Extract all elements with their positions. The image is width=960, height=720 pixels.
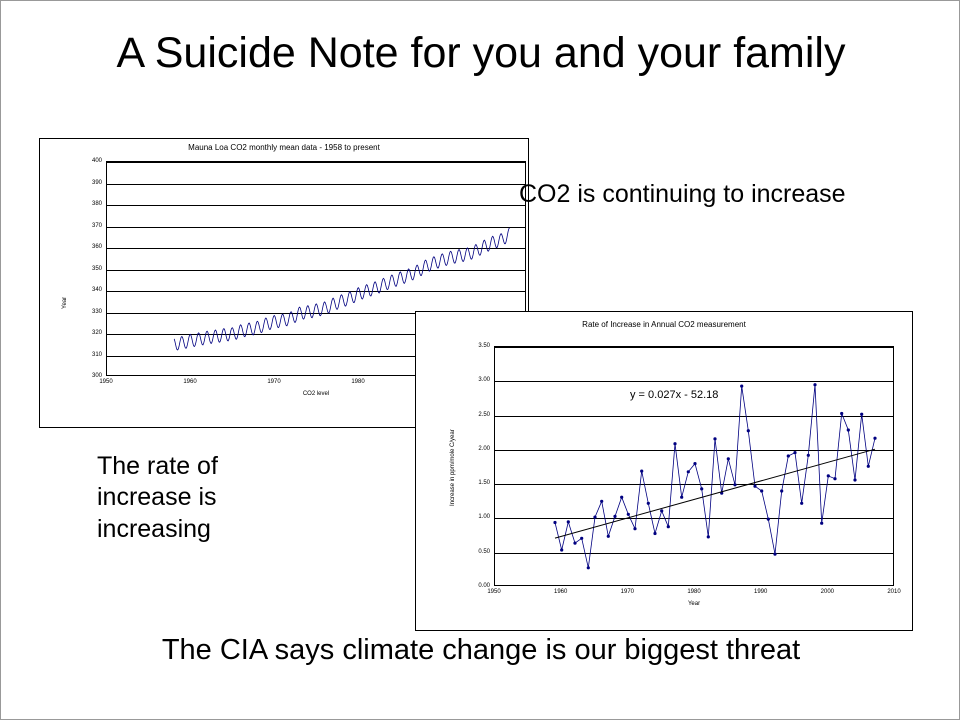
data-point xyxy=(847,428,850,431)
data-point xyxy=(800,502,803,505)
page-title: A Suicide Note for you and your family xyxy=(116,29,846,77)
series-layer xyxy=(495,347,895,587)
bottom-statement: The CIA says climate change is our biggest threat xyxy=(161,634,801,666)
data-point xyxy=(740,385,743,388)
y-axis-label: Increase in ppm/mole C/year xyxy=(450,429,456,506)
data-point xyxy=(573,542,576,545)
data-point xyxy=(660,509,663,512)
y-axis-tick-label: 380 xyxy=(91,201,102,207)
y-axis-label: Year xyxy=(62,296,68,309)
x-axis-tick-label: 1960 xyxy=(553,589,568,595)
data-point xyxy=(867,465,870,468)
data-point xyxy=(693,462,696,465)
chart-rate-of-increase xyxy=(415,311,913,631)
data-point xyxy=(667,525,670,528)
x-axis-tick-label: 1950 xyxy=(487,589,501,595)
y-axis-tick-label: 330 xyxy=(91,308,102,315)
data-point xyxy=(840,412,843,415)
data-point xyxy=(773,553,776,556)
data-point xyxy=(613,515,616,518)
data-point xyxy=(747,429,750,432)
callout-co2-increasing: CO2 is continuing to increase xyxy=(519,180,846,208)
x-axis-tick-label: 1970 xyxy=(620,589,635,595)
y-axis-tick-label: 0.00 xyxy=(478,583,490,589)
data-point xyxy=(653,532,656,535)
chart-title: Rate of Increase in Annual CO2 measurement xyxy=(582,320,746,329)
plot-area xyxy=(494,346,894,586)
data-point xyxy=(753,485,756,488)
data-point xyxy=(813,383,816,386)
data-point xyxy=(820,522,823,525)
data-point xyxy=(833,477,836,480)
data-point xyxy=(787,454,790,457)
data-point xyxy=(700,487,703,490)
data-point xyxy=(713,437,716,440)
data-point xyxy=(647,502,650,505)
data-point xyxy=(780,489,783,492)
data-point xyxy=(760,489,763,492)
chart-title: Mauna Loa CO2 monthly mean data - 1958 to present xyxy=(188,143,380,152)
y-axis-tick-label: 370 xyxy=(91,222,102,229)
y-axis-tick-label: 1.00 xyxy=(478,514,490,521)
y-axis-tick-label: 0.50 xyxy=(478,548,490,555)
y-axis-tick-label: 400 xyxy=(91,158,102,164)
data-point xyxy=(793,451,796,454)
y-axis-tick-label: 1.50 xyxy=(478,480,490,487)
data-point xyxy=(633,527,636,530)
data-point xyxy=(567,520,570,523)
data-point xyxy=(640,470,643,473)
callout-rate-increasing: The rate of increase is increasing xyxy=(97,452,218,543)
data-point xyxy=(627,513,630,516)
data-point xyxy=(560,548,563,551)
y-axis-tick-label: 2.00 xyxy=(478,445,490,452)
data-point xyxy=(733,483,736,486)
data-point xyxy=(580,537,583,540)
y-axis-tick-label: 320 xyxy=(91,330,102,336)
data-point xyxy=(680,496,683,499)
x-axis-tick-label: 1950 xyxy=(99,379,113,385)
trendline-equation-label: y = 0.027x - 52.18 xyxy=(630,389,719,402)
x-axis-tick-label: 1970 xyxy=(267,379,281,385)
x-axis-tick-label: 2010 xyxy=(887,589,901,595)
x-axis-tick-label: 1980 xyxy=(687,589,701,595)
y-axis-tick-label: 300 xyxy=(91,373,102,379)
data-point xyxy=(860,413,863,416)
x-axis-tick-label: 1990 xyxy=(753,589,768,595)
data-point xyxy=(587,566,590,569)
x-axis-label: Year xyxy=(687,601,701,607)
y-axis-tick-label: 340 xyxy=(91,287,102,293)
data-point xyxy=(827,474,830,477)
x-axis-tick-label: 1960 xyxy=(183,379,197,385)
y-axis-tick-label: 350 xyxy=(91,265,102,272)
data-point xyxy=(853,478,856,481)
y-axis-tick-label: 390 xyxy=(91,179,102,186)
data-point xyxy=(607,535,610,538)
y-axis-tick-label: 310 xyxy=(91,351,102,358)
y-axis-tick-label: 2.50 xyxy=(478,411,490,418)
x-axis-tick-label: 1980 xyxy=(351,379,365,385)
y-axis-tick-label: 3.50 xyxy=(478,343,490,349)
data-point xyxy=(687,470,690,473)
x-axis-label: CO2 level xyxy=(302,391,330,397)
data-point xyxy=(673,442,676,445)
data-point xyxy=(807,454,810,457)
x-axis-tick-label: 2000 xyxy=(820,589,835,595)
data-point xyxy=(593,516,596,519)
data-point xyxy=(553,521,556,524)
data-point xyxy=(727,457,730,460)
data-point xyxy=(873,437,876,440)
data-point xyxy=(600,500,603,503)
data-point xyxy=(767,518,770,521)
y-axis-tick-label: 3.00 xyxy=(478,377,490,384)
data-point xyxy=(620,496,623,499)
data-point xyxy=(707,535,710,538)
trendline xyxy=(555,449,875,538)
y-axis-tick-label: 360 xyxy=(91,244,102,250)
